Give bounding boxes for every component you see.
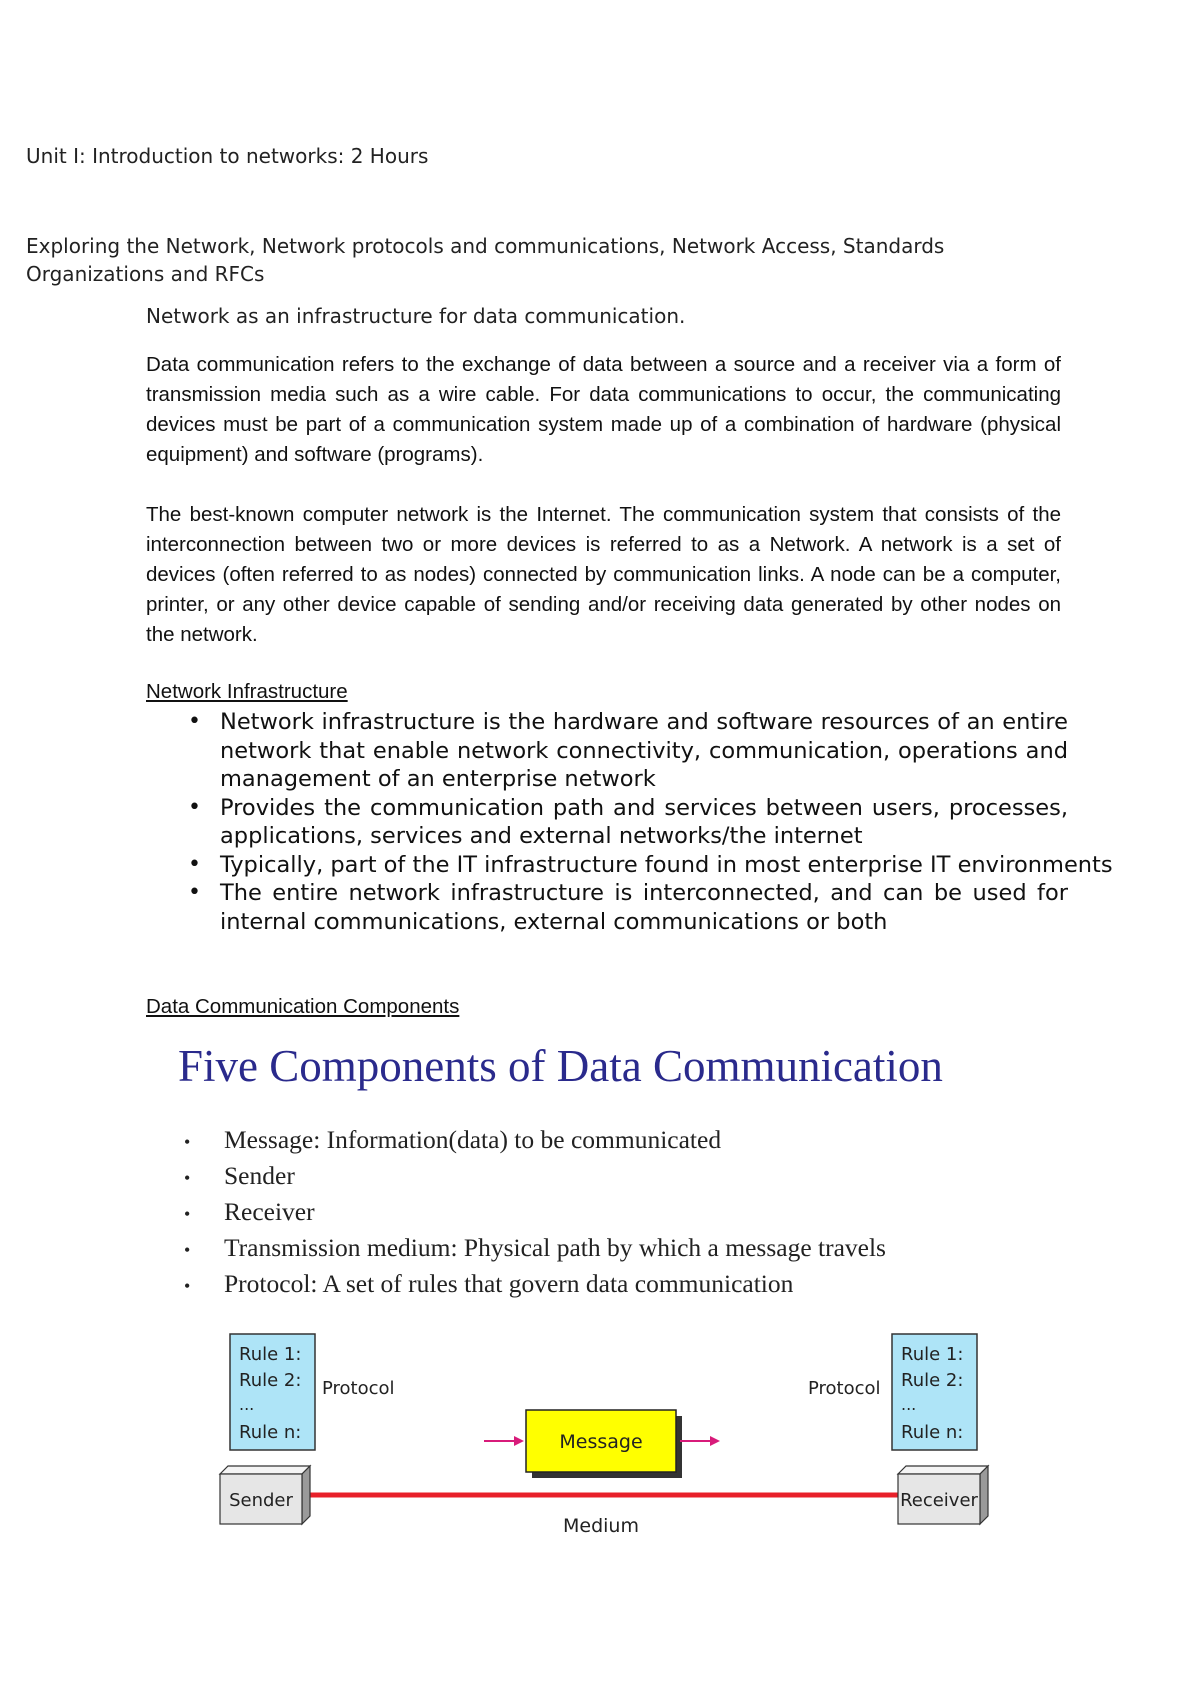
- section-label-infrastructure: Network Infrastructure: [146, 680, 348, 703]
- intro-subheading: Network as an infrastructure for data communication.: [146, 304, 686, 328]
- receiver-label: Receiver: [900, 1490, 978, 1511]
- medium-label: Medium: [563, 1515, 639, 1537]
- list-item: • Typically, part of the IT infrastructure found in most enterprise IT environments: [188, 851, 1184, 880]
- rule-n-label: Rule n:: [239, 1422, 302, 1443]
- receiver-rules-box: [892, 1334, 977, 1450]
- list-item: • Transmission medium: Physical path by which a message travels: [184, 1230, 886, 1266]
- rule-2-label: Rule 2:: [239, 1370, 302, 1391]
- list-item: • Receiver: [184, 1194, 886, 1230]
- sender-device: [220, 1466, 310, 1524]
- message-box: [526, 1410, 682, 1478]
- list-item: • Network infrastructure is the hardware and software resources of an entire network that enable network connectivity, communication, operations and management of an enterprise network: [188, 708, 1068, 794]
- protocol-label-right: Protocol: [808, 1378, 881, 1399]
- rule-ellipsis: ...: [239, 1395, 255, 1414]
- intro-paragraph-2: The best-known computer network is the Internet. The communication system that consists of the interconnection between two or more devices is referred to as a Network. A network is a set of devices (often referred to as nodes) connected by communication links. A node can be a computer, printer, or any other device capable of sending and/or receiving data generated by other nodes on the network.: [146, 503, 1061, 646]
- slide-title: Five Components of Data Communication: [178, 1041, 943, 1091]
- components-slide-figure: [150, 1030, 1050, 1590]
- rule-1-label: Rule 1:: [901, 1344, 964, 1365]
- receiver-device: [898, 1466, 988, 1524]
- data-communication-diagram: [150, 1330, 1050, 1590]
- unit-topics: Exploring the Network, Network protocols and communications, Network Access, Standards Organizations and RFCs: [26, 234, 945, 286]
- rule-ellipsis: ...: [901, 1395, 917, 1414]
- rule-2-label: Rule 2:: [901, 1370, 964, 1391]
- rule-1-label: Rule 1:: [239, 1344, 302, 1365]
- list-item: • Message: Information(data) to be communicated: [184, 1122, 886, 1158]
- slide-component-list: [184, 1122, 886, 1302]
- list-item: • Sender: [184, 1158, 886, 1194]
- list-item: • Protocol: A set of rules that govern data communication: [184, 1266, 886, 1302]
- rule-n-label: Rule n:: [901, 1422, 964, 1443]
- intro-paragraph-1: Data communication refers to the exchange of data between a source and a receiver via a form of transmission media such as a wire cable. For data communications to occur, the communicating devices must be part of a communication system made up of a combination of hardware (physical equipment) and software (programs).: [146, 353, 1061, 466]
- section-label-components: Data Communication Components: [146, 995, 460, 1018]
- protocol-label-left: Protocol: [322, 1378, 395, 1399]
- message-arrow-right: [680, 1436, 720, 1446]
- message-label: Message: [559, 1431, 643, 1453]
- list-item: • The entire network infrastructure is interconnected, and can be used for internal communications, external communications or both: [188, 879, 1068, 936]
- message-arrow-left: [484, 1436, 524, 1446]
- sender-label: Sender: [229, 1490, 293, 1511]
- sender-rules-box: [230, 1334, 315, 1450]
- unit-title: Unit I: Introduction to networks: 2 Hours: [26, 144, 429, 168]
- infrastructure-bullet-list: [188, 708, 1113, 936]
- list-item: • Provides the communication path and services between users, processes, applications, services and external networks/the internet: [188, 794, 1068, 851]
